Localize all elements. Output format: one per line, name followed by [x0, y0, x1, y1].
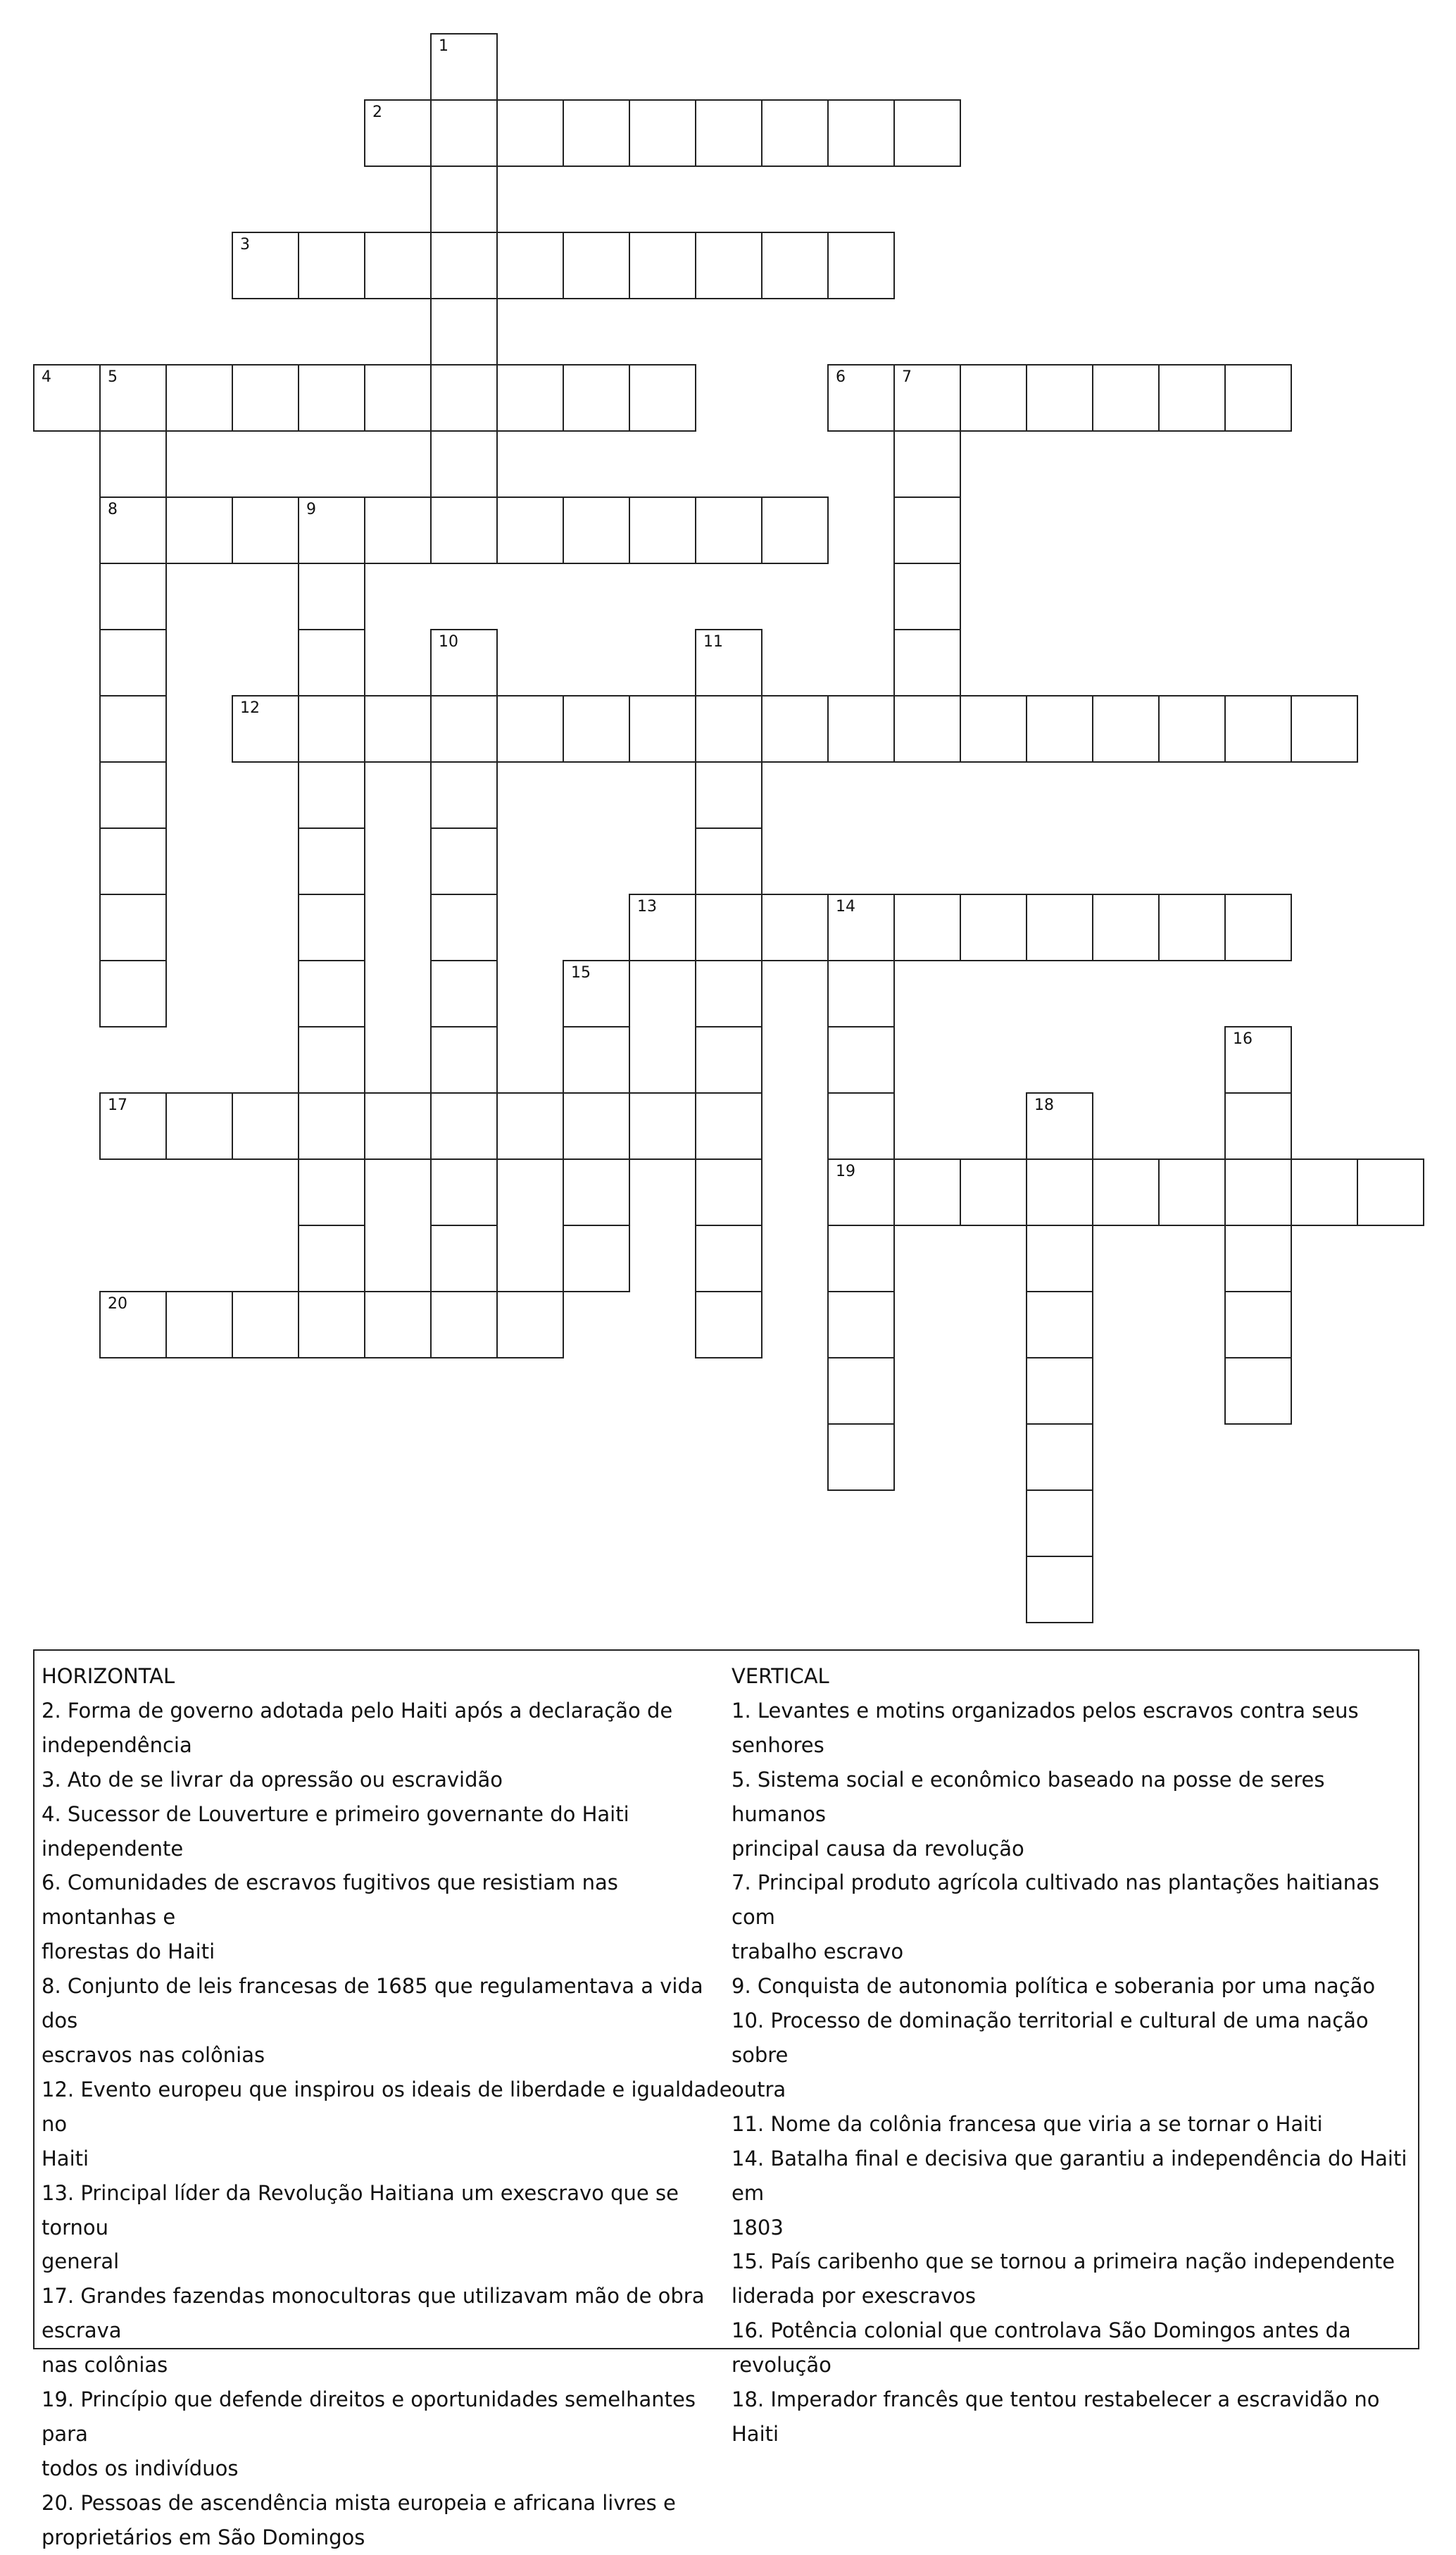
grid-cell[interactable]: [165, 364, 233, 432]
vertical-clue-line: principal causa da revolução: [732, 1836, 1024, 1861]
grid-cell[interactable]: [430, 364, 498, 432]
grid-cell[interactable]: [629, 99, 696, 167]
grid-cell[interactable]: [165, 1092, 233, 1160]
vertical-clue-line: 1803: [732, 2215, 784, 2239]
grid-cell[interactable]: [1224, 1026, 1292, 1094]
cell-number: 7: [902, 368, 912, 386]
grid-cell[interactable]: [1158, 695, 1226, 763]
grid-cell[interactable]: [827, 1291, 895, 1358]
cell-number: 14: [836, 898, 855, 916]
grid-cell[interactable]: [496, 1092, 564, 1160]
grid-cell[interactable]: [1224, 1158, 1292, 1226]
cell-number: 9: [306, 501, 316, 518]
horizontal-title: HORIZONTAL: [42, 1664, 175, 1688]
grid-cell[interactable]: [827, 1158, 895, 1226]
grid-cell[interactable]: [695, 1158, 762, 1226]
grid-cell[interactable]: [695, 960, 762, 1027]
horizontal-clue-line: escravos nas colônias: [42, 2042, 265, 2067]
grid-cell[interactable]: [1026, 1158, 1093, 1226]
grid-cell[interactable]: [761, 99, 829, 167]
cell-number: 15: [571, 964, 591, 982]
grid-cell[interactable]: [893, 430, 961, 498]
grid-cell[interactable]: [761, 232, 829, 299]
grid-cell[interactable]: [563, 496, 630, 564]
vertical-clue-line: 16. Potência colonial que controlava São Domingos antes da revolução: [732, 2318, 1351, 2378]
grid-cell[interactable]: [364, 1092, 432, 1160]
grid-cell[interactable]: [298, 496, 365, 564]
grid-cell[interactable]: [1224, 1291, 1292, 1358]
grid-cell[interactable]: [232, 496, 299, 564]
cell-number: 12: [240, 699, 260, 717]
grid-cell[interactable]: [430, 1291, 498, 1358]
grid-cell[interactable]: [232, 364, 299, 432]
cell-number: 11: [703, 633, 723, 651]
horizontal-clue-line: 17. Grandes fazendas monocultoras que utilizavam mão de obra escrava: [42, 2284, 705, 2343]
grid-cell[interactable]: [496, 364, 564, 432]
grid-cell[interactable]: [430, 894, 498, 961]
grid-cell[interactable]: [893, 563, 961, 630]
cell-number: 3: [240, 236, 250, 254]
cell-number: 4: [42, 368, 51, 386]
grid-cell[interactable]: [563, 695, 630, 763]
grid-cell[interactable]: [563, 960, 630, 1027]
grid-cell[interactable]: [827, 1092, 895, 1160]
grid-cell[interactable]: [1224, 894, 1292, 961]
grid-cell[interactable]: [893, 496, 961, 564]
grid-cell[interactable]: [1026, 1092, 1093, 1160]
horizontal-clue-line: florestas do Haiti: [42, 1939, 215, 1964]
cell-number: 19: [836, 1163, 855, 1180]
grid-cell[interactable]: [298, 629, 365, 696]
grid-cell[interactable]: [430, 629, 498, 696]
grid-cell[interactable]: [430, 1092, 498, 1160]
grid-cell[interactable]: [496, 99, 564, 167]
grid-cell[interactable]: [232, 1291, 299, 1358]
grid-cell[interactable]: [827, 1423, 895, 1491]
grid-cell[interactable]: [298, 1225, 365, 1292]
grid-cell[interactable]: [298, 960, 365, 1027]
grid-cell[interactable]: [99, 1092, 167, 1160]
vertical-clue-line: 7. Principal produto agrícola cultivado nas plantações haitianas com: [732, 1870, 1379, 1930]
grid-cell[interactable]: [430, 695, 498, 763]
vertical-clue-line: outra: [732, 2077, 786, 2101]
grid-cell[interactable]: [298, 232, 365, 299]
horizontal-clue-line: 20. Pessoas de ascendência mista europeia e africana livres e: [42, 2490, 676, 2515]
grid-cell[interactable]: [695, 629, 762, 696]
grid-cell[interactable]: [99, 364, 167, 432]
grid-cell[interactable]: [1092, 364, 1160, 432]
grid-cell[interactable]: [827, 232, 895, 299]
grid-cell[interactable]: [893, 894, 961, 961]
grid-cell[interactable]: [298, 1291, 365, 1358]
grid-cell[interactable]: [695, 761, 762, 829]
grid-cell[interactable]: [430, 232, 498, 299]
horizontal-clue-line: independência: [42, 1732, 192, 1757]
grid-cell[interactable]: [496, 496, 564, 564]
horizontal-clue-line: 2. Forma de governo adotada pelo Haiti após a declaração de: [42, 1698, 673, 1723]
horizontal-clues: [42, 1659, 739, 2555]
grid-cell[interactable]: [232, 1092, 299, 1160]
grid-cell[interactable]: [232, 695, 299, 763]
horizontal-clue-line: todos os indivíduos: [42, 2456, 239, 2480]
grid-cell[interactable]: [99, 827, 167, 895]
vertical-clue-line: liderada por exescravos: [732, 2284, 976, 2309]
grid-cell[interactable]: [695, 99, 762, 167]
vertical-clue-line: 5. Sistema social e econômico baseado na posse de seres humanos: [732, 1767, 1325, 1826]
horizontal-clue-line: 8. Conjunto de leis francesas de 1685 que regulamentava a vida dos: [42, 1974, 703, 2033]
grid-cell[interactable]: [827, 1026, 895, 1094]
cell-number: 1: [439, 37, 448, 55]
grid-cell[interactable]: [99, 1291, 167, 1358]
grid-cell[interactable]: [298, 563, 365, 630]
grid-cell[interactable]: [893, 364, 961, 432]
grid-cell[interactable]: [99, 629, 167, 696]
grid-cell[interactable]: [430, 99, 498, 167]
grid-cell[interactable]: [629, 364, 696, 432]
grid-cell[interactable]: [1092, 1158, 1160, 1226]
vertical-clue-line: trabalho escravo: [732, 1939, 904, 1964]
cell-number: 13: [637, 898, 657, 916]
grid-cell[interactable]: [893, 99, 961, 167]
grid-cell[interactable]: [1357, 1158, 1424, 1226]
grid-cell[interactable]: [1026, 364, 1093, 432]
cell-number: 8: [108, 501, 118, 518]
grid-cell[interactable]: [99, 430, 167, 498]
grid-cell[interactable]: [298, 761, 365, 829]
grid-cell[interactable]: [827, 1225, 895, 1292]
grid-cell[interactable]: [1158, 364, 1226, 432]
grid-cell[interactable]: [364, 99, 432, 167]
grid-cell[interactable]: [761, 894, 829, 961]
grid-cell[interactable]: [298, 1092, 365, 1160]
grid-cell[interactable]: [99, 496, 167, 564]
cell-number: 16: [1233, 1030, 1253, 1048]
grid-cell[interactable]: [298, 1026, 365, 1094]
grid-cell[interactable]: [827, 894, 895, 961]
grid-cell[interactable]: [1224, 1225, 1292, 1292]
cell-number: 2: [372, 104, 382, 121]
grid-cell[interactable]: [430, 165, 498, 233]
grid-cell[interactable]: [430, 1158, 498, 1226]
grid-cell[interactable]: [695, 1225, 762, 1292]
grid-cell[interactable]: [1026, 695, 1093, 763]
grid-cell[interactable]: [695, 1291, 762, 1358]
grid-cell[interactable]: [165, 1291, 233, 1358]
grid-cell[interactable]: [893, 629, 961, 696]
grid-cell[interactable]: [827, 1357, 895, 1425]
grid-cell[interactable]: [629, 232, 696, 299]
grid-cell[interactable]: [695, 232, 762, 299]
grid-cell[interactable]: [1092, 894, 1160, 961]
clues-box: [33, 1649, 1419, 2549]
vertical-clue-line: 18. Imperador francês que tentou restabelecer a escravidão no Haiti: [732, 2387, 1380, 2446]
grid-cell[interactable]: [430, 496, 498, 564]
grid-cell[interactable]: [364, 496, 432, 564]
grid-cell[interactable]: [960, 364, 1027, 432]
vertical-clue-line: 15. País caribenho que se tornou a primeira nação independente: [732, 2249, 1395, 2274]
grid-cell[interactable]: [298, 695, 365, 763]
grid-cell[interactable]: [1026, 1357, 1093, 1425]
vertical-clues: [732, 1659, 1414, 2451]
horizontal-clue-line: 12. Evento europeu que inspirou os ideais de liberdade e igualdade no: [42, 2077, 732, 2136]
grid-cell[interactable]: [364, 695, 432, 763]
grid-cell[interactable]: [960, 1158, 1027, 1226]
grid-cell[interactable]: [430, 33, 498, 101]
grid-cell[interactable]: [827, 960, 895, 1027]
grid-cell[interactable]: [695, 695, 762, 763]
grid-cell[interactable]: [1026, 1225, 1093, 1292]
horizontal-clue-line: nas colônias: [42, 2353, 168, 2378]
grid-cell[interactable]: [960, 695, 1027, 763]
grid-cell[interactable]: [563, 364, 630, 432]
grid-cell[interactable]: [563, 1026, 630, 1094]
grid-cell[interactable]: [629, 496, 696, 564]
horizontal-clue-line: proprietários em São Domingos: [42, 2525, 365, 2549]
grid-cell[interactable]: [695, 894, 762, 961]
grid-cell[interactable]: [1158, 1158, 1226, 1226]
grid-cell[interactable]: [430, 298, 498, 366]
horizontal-clue-line: 3. Ato de se livrar da opressão ou escravidão: [42, 1767, 503, 1792]
grid-cell[interactable]: [1026, 1489, 1093, 1557]
vertical-clue-line: 10. Processo de dominação territorial e cultural de uma nação sobre: [732, 2009, 1369, 2067]
grid-cell[interactable]: [99, 563, 167, 630]
grid-cell[interactable]: [33, 364, 101, 432]
grid-cell[interactable]: [1224, 1357, 1292, 1425]
grid-cell[interactable]: [1291, 695, 1358, 763]
grid-cell[interactable]: [1026, 894, 1093, 961]
vertical-clue-line: 11. Nome da colônia francesa que viria a se tornar o Haiti: [732, 2111, 1323, 2136]
grid-cell[interactable]: [629, 894, 696, 961]
grid-cell[interactable]: [430, 430, 498, 498]
grid-cell[interactable]: [1026, 1556, 1093, 1623]
grid-cell[interactable]: [1158, 894, 1226, 961]
grid-cell[interactable]: [430, 827, 498, 895]
grid-cell[interactable]: [298, 1158, 365, 1226]
grid-cell[interactable]: [364, 364, 432, 432]
grid-cell[interactable]: [1224, 364, 1292, 432]
grid-cell[interactable]: [1026, 1423, 1093, 1491]
grid-cell[interactable]: [695, 1026, 762, 1094]
horizontal-clue-line: 4. Sucessor de Louverture e primeiro governante do Haiti independente: [42, 1801, 629, 1861]
grid-cell[interactable]: [629, 1092, 696, 1160]
grid-cell[interactable]: [893, 1158, 961, 1226]
grid-cell[interactable]: [364, 232, 432, 299]
grid-cell[interactable]: [563, 1092, 630, 1160]
grid-cell[interactable]: [496, 695, 564, 763]
horizontal-clue-line: 19. Princípio que defende direitos e oportunidades semelhantes para: [42, 2387, 696, 2446]
grid-cell[interactable]: [563, 99, 630, 167]
grid-cell[interactable]: [1092, 695, 1160, 763]
grid-cell[interactable]: [827, 99, 895, 167]
grid-cell[interactable]: [827, 695, 895, 763]
grid-cell[interactable]: [298, 827, 365, 895]
cell-number: 20: [108, 1295, 127, 1313]
grid-cell[interactable]: [695, 496, 762, 564]
grid-cell[interactable]: [695, 1092, 762, 1160]
grid-cell[interactable]: [99, 761, 167, 829]
grid-cell[interactable]: [298, 894, 365, 961]
grid-cell[interactable]: [1291, 1158, 1358, 1226]
grid-cell[interactable]: [563, 1158, 630, 1226]
cell-number: 17: [108, 1097, 127, 1114]
grid-cell[interactable]: [99, 960, 167, 1027]
grid-cell[interactable]: [1224, 1092, 1292, 1160]
grid-cell[interactable]: [430, 960, 498, 1027]
grid-cell[interactable]: [298, 364, 365, 432]
grid-cell[interactable]: [563, 232, 630, 299]
grid-cell[interactable]: [893, 695, 961, 763]
horizontal-clue-line: 13. Principal líder da Revolução Haitiana um exescravo que se tornou: [42, 2180, 679, 2239]
grid-cell[interactable]: [430, 1225, 498, 1292]
grid-cell[interactable]: [232, 232, 299, 299]
horizontal-clue-line: 6. Comunidades de escravos fugitivos que resistiam nas montanhas e: [42, 1870, 618, 1930]
grid-cell[interactable]: [430, 761, 498, 829]
vertical-clue-line: 1. Levantes e motins organizados pelos escravos contra seus senhores: [732, 1698, 1359, 1757]
grid-cell[interactable]: [761, 496, 829, 564]
horizontal-clue-line: general: [42, 2249, 120, 2274]
vertical-clue-line: 9. Conquista de autonomia política e soberania por uma nação: [732, 1974, 1376, 1999]
grid-cell[interactable]: [165, 496, 233, 564]
cell-number: 10: [439, 633, 458, 651]
grid-cell[interactable]: [1026, 1291, 1093, 1358]
grid-cell[interactable]: [99, 695, 167, 763]
grid-cell[interactable]: [563, 1225, 630, 1292]
horizontal-clue-line: Haiti: [42, 2146, 89, 2170]
grid-cell[interactable]: [695, 827, 762, 895]
grid-cell[interactable]: [496, 1291, 564, 1358]
grid-cell[interactable]: [430, 1026, 498, 1094]
grid-cell[interactable]: [1224, 695, 1292, 763]
grid-cell[interactable]: [629, 695, 696, 763]
grid-cell[interactable]: [364, 1291, 432, 1358]
grid-cell[interactable]: [827, 364, 895, 432]
grid-cell[interactable]: [960, 894, 1027, 961]
cell-number: 5: [108, 368, 118, 386]
cell-number: 18: [1034, 1097, 1054, 1114]
grid-cell[interactable]: [99, 894, 167, 961]
vertical-clue-line: 14. Batalha final e decisiva que garantiu a independência do Haiti em: [732, 2146, 1407, 2205]
grid-cell[interactable]: [496, 232, 564, 299]
vertical-title: VERTICAL: [732, 1664, 829, 1688]
grid-cell[interactable]: [761, 695, 829, 763]
cell-number: 6: [836, 368, 846, 386]
